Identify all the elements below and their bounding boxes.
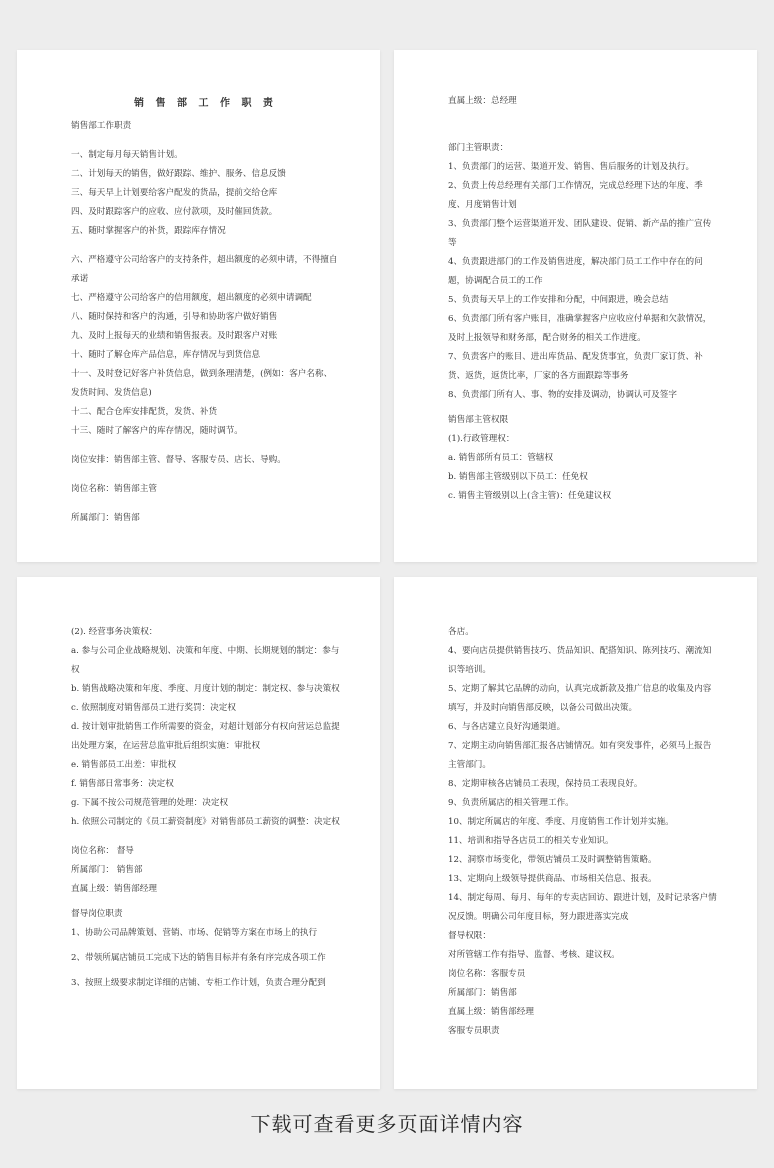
page-2-content — [448, 92, 717, 506]
duty-line: 五、随时掌握客户的补货，跟踪库存情况 — [71, 226, 226, 236]
document-page-3 — [17, 577, 380, 1089]
manager-heading: 部门主管职责： — [448, 143, 509, 153]
decision-item: d. 按计划审批销售工作所需要的资金，对超计划部分有权向营运总监提出处理方案，在运营总监审批后组织实施：审批权 — [71, 722, 340, 751]
text-line: 督导权限： — [448, 931, 491, 941]
document-page-1 — [17, 50, 380, 562]
duty-line: 九、及时上报每天的业绩和销售报表。及时跟客户对账 — [71, 331, 278, 341]
section-subtitle: 销售部工作职责 — [71, 121, 132, 131]
duty-line: 二、计划每天的销售，做好跟踪、维护、服务、信息反馈 — [71, 169, 286, 179]
duty-line: 1、协助公司品牌策划、营销、市场、促销等方案在市场上的执行 — [71, 928, 318, 938]
text-line: 直属上级：销售部经理 — [448, 1007, 534, 1017]
position-name: 岗位名称：销售部主管 — [71, 484, 157, 494]
text-line: 8、定期审核各店铺员工表现，保持员工表现良好。 — [448, 779, 643, 789]
text-line: 10、制定所属店的年度、季度、月度销售工作计划并实施。 — [448, 817, 674, 827]
duty-line: 8、负责部门所有人、事、物的安排及调动，协调认可及签字 — [448, 390, 677, 400]
admin-item: b. 销售部主管级别以下员工：任免权 — [448, 472, 588, 482]
superior-line: 直属上级：销售部经理 — [71, 884, 157, 894]
department-line: 所属部门：销售部 — [71, 513, 140, 523]
document-page-2 — [394, 50, 757, 562]
text-line: 6、与各店建立良好沟通渠道。 — [448, 722, 566, 732]
text-line: 7、定期主动向销售部汇报各店铺情况。如有突发事件，必须马上报告主管部门。 — [448, 741, 712, 770]
decision-item: e. 销售部员工出差：审批权 — [71, 760, 177, 770]
duty-line: 六、严格遵守公司给客户的支持条件，超出额度的必须申请，不得擅自承诺 — [71, 255, 338, 284]
download-caption: 下载可查看更多页面详情内容 — [250, 1112, 524, 1136]
duty-line: 八、随时保持和客户的沟通，引导和协助客户做好销售 — [71, 312, 278, 322]
superior-line: 直属上级：总经理 — [448, 96, 517, 106]
document-page-4 — [394, 577, 757, 1089]
text-line: 客服专员职责 — [448, 1026, 500, 1036]
decision-item: g. 下属不按公司规范管理的处理：决定权 — [71, 798, 229, 808]
page-4-content — [448, 623, 717, 1041]
admin-item: a. 销售部所有员工：管辖权 — [448, 453, 554, 463]
text-line: 各店。 — [448, 627, 474, 637]
text-line: 13、定期向上级领导提供商品、市场相关信息、报表。 — [448, 874, 657, 884]
text-line: 对所管辖工作有指导、监督、考核、建议权。 — [448, 950, 620, 960]
duty-line: 4、负责跟进部门的工作及销售进度，解决部门员工工作中存在的问题，协调配合员工的工作 — [448, 257, 703, 286]
text-line: 9、负责所属店的相关管理工作。 — [448, 798, 574, 808]
duty-line: 3、按照上级要求制定详细的店铺、专柜工作计划，负责合理分配到 — [71, 978, 326, 988]
duty-line: 7、负责客户的账目、进出库货品、配发货事宜，负责厂家订货、补货、返货，返货比率，厂家的各方面跟踪等事务 — [448, 352, 703, 381]
positions-line: 岗位安排：销售部主管、督导、客服专员、店长、导购。 — [71, 455, 286, 465]
text-line: 4、要向店员提供销售技巧、货品知识、配搭知识、陈列技巧、潮流知识等培训。 — [448, 646, 712, 675]
duty-line: 十、随时了解仓库产品信息，库存情况与到货信息 — [71, 350, 261, 360]
duty-line: 2、带领所属店铺员工完成下达的销售目标并有条有序完成各项工作 — [71, 953, 326, 963]
text-line: 岗位名称：客服专员 — [448, 969, 526, 979]
decision-item: a. 参与公司企业战略规划、决策和年度、中期、长期规划的制定：参与权 — [71, 646, 340, 675]
duty-line: 3、负责部门整个运营渠道开发、团队建设、促销、新产品的推广宣传等 — [448, 219, 712, 248]
duty-line: 1、负责部门的运营、渠道开发、销售、售后服务的计划及执行。 — [448, 162, 695, 172]
text-line: 11、培训和指导各店员工的相关专业知识。 — [448, 836, 614, 846]
text-line: 5、定期了解其它品牌的动向，认真完成新款及推广信息的收集及内容填写，并及时向销售部反映，以备公司做出决策。 — [448, 684, 712, 713]
duty-line: 一、制定每月每天销售计划。 — [71, 150, 183, 160]
duty-line: 三、每天早上计划要给客户配发的货品，提前交给仓库 — [71, 188, 278, 198]
decision-item: h. 依照公司制定的《员工薪资制度》对销售部员工薪资的调整：决定权 — [71, 817, 340, 827]
decision-heading: (2). 经营事务决策权： — [71, 627, 158, 637]
document-title: 销 售 部 工 作 职 责 — [134, 98, 277, 109]
text-line: 所属部门：销售部 — [448, 988, 517, 998]
duty-line: 5、负责每天早上的工作安排和分配，中间跟进，晚会总结 — [448, 295, 669, 305]
duty-line: 四、及时跟踪客户的应收、应付款项，及时催回货款。 — [71, 207, 278, 217]
position-name: 岗位名称： 督导 — [71, 846, 134, 856]
authority-heading: 销售部主管权限 — [448, 415, 509, 425]
department-line: 所属部门： 销售部 — [71, 865, 143, 875]
admin-item: c. 销售主管级别以上(含主管)：任免建议权 — [448, 491, 612, 501]
decision-item: f. 销售部日常事务：决定权 — [71, 779, 174, 789]
duty-line: 七、严格遵守公司给客户的信用额度，超出额度的必须申请调配 — [71, 293, 312, 303]
text-line: 14、制定每周、每月、每年的专卖店回访、跟进计划，及时记录客户情况反馈。明确公司年度目标，努力跟进落实完成 — [448, 893, 717, 922]
duty-line: 6、负责部门所有客户账目，准确掌握客户应收应付单据和欠款情况，及时上报领导和财务部，配合财务的相关工作进度。 — [448, 314, 712, 343]
page-3-content — [71, 623, 340, 993]
duties-heading: 督导岗位职责 — [71, 909, 123, 919]
duty-line: 十二、配合仓库安排配货，发货、补货 — [71, 407, 218, 417]
admin-heading: (1).行政管理权： — [448, 434, 515, 444]
page-1-content — [71, 94, 340, 528]
duty-line: 2、负责上传总经理有关部门工作情况，完成总经理下达的年度、季度、月度销售计划 — [448, 181, 703, 210]
duty-line: 十三、随时了解客户的库存情况，随时调节。 — [71, 426, 243, 436]
decision-item: c. 依照制度对销售部员工进行奖罚：决定权 — [71, 703, 236, 713]
duty-line: 十一、及时登记好客户补货信息，做到条理清楚，(例如：客户名称、发货时间、发货信息) — [71, 369, 333, 398]
text-line: 12、洞察市场变化，带领店铺员工及时调整销售策略。 — [448, 855, 657, 865]
decision-item: b. 销售战略决策和年度、季度、月度计划的制定：制定权、参与决策权 — [71, 684, 340, 694]
